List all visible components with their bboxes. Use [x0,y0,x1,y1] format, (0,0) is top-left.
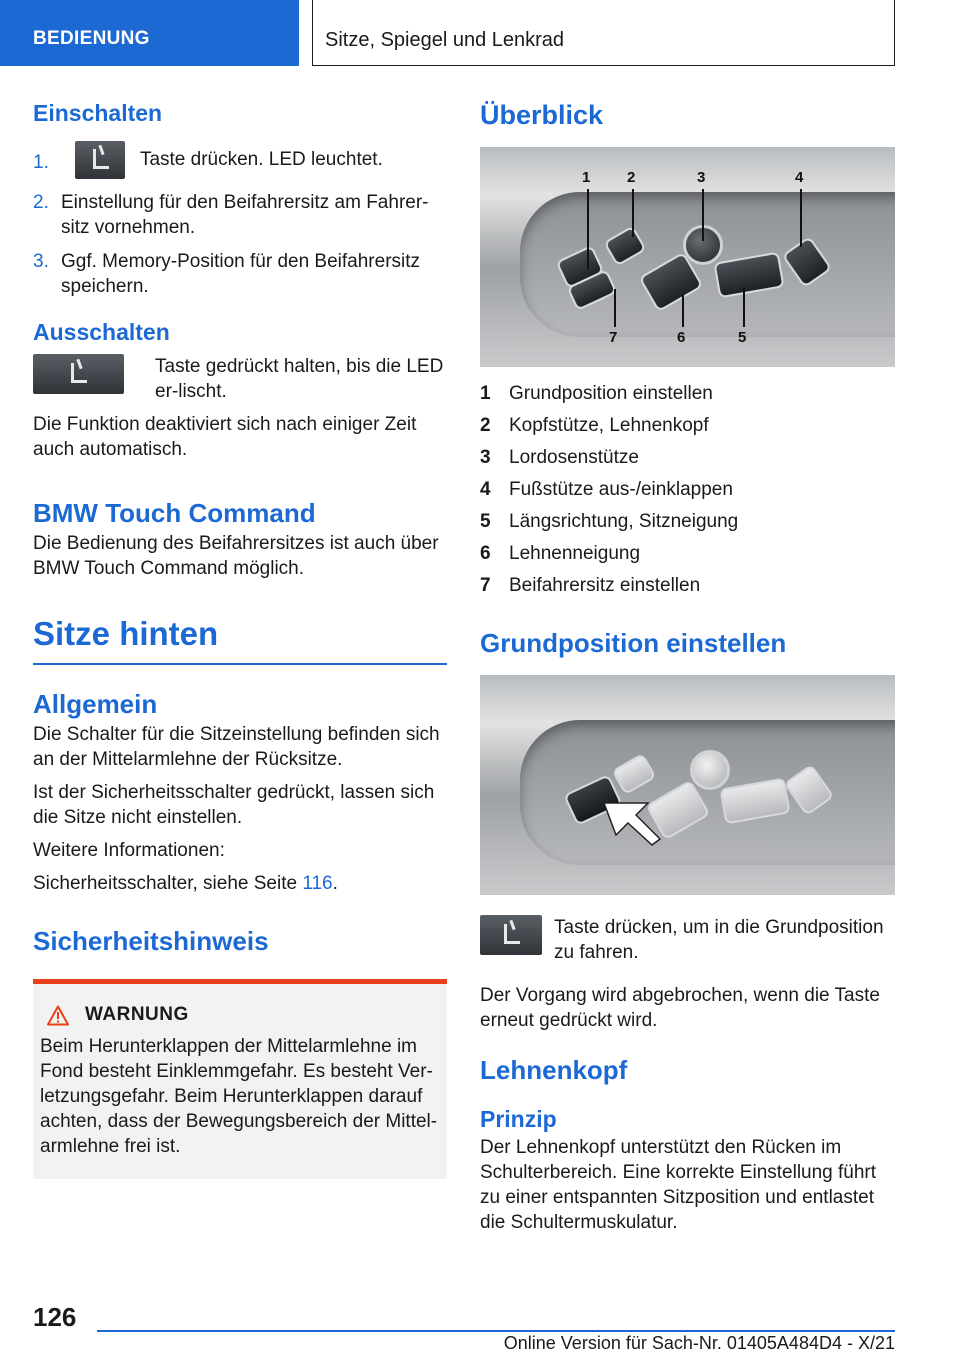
warning-text: Beim Herunterklappen der Mittelarmlehne im Fond besteht Einklemmgefahr. Es besteht Ver-letzungsgefahr. Beim Herunterklappen darauf achten, dass der Bewegungsbereich der Mittel-armlehne frei ist. [40,1036,438,1157]
allgemein-p4: Sicherheitsschalter, siehe Seite 116. [33,873,338,894]
step-text: Taste drücken. LED leuchtet. [139,149,383,171]
list-item: 4 Fußstütze aus-/einklappen [480,479,733,500]
allgemein-p1: Die Schalter für die Sitzeinstellung befinden sich an der Mittelarmlehne der Rücksitze. [33,724,440,770]
heading-grundposition: Grundposition einstellen [480,628,787,658]
touch-command-text: Die Bedienung des Beifahrersitzes ist auch über BMW Touch Command möglich. [33,533,439,579]
list-item: 3. Ggf. Memory-Position für den Beifahrersitz speichern. [33,251,421,297]
lumbar-knob [690,750,730,790]
step-text: Ggf. Memory-Position für den Beifahrersitz speichern. [61,251,421,297]
page-reference-link[interactable]: 116 [302,873,333,894]
warning-label: WARNUNG [85,1004,189,1025]
header-chapter [312,0,895,66]
list-item: 6 Lehnenneigung [480,543,641,564]
list-item: 1. Taste drücken. LED leuchtet. [33,141,447,181]
heading-allgemein: Allgemein [33,689,158,719]
overview-legend [480,381,895,598]
warning-triangle-icon [47,1005,69,1026]
footer-divider [97,1330,895,1332]
warning-header [40,1004,441,1026]
seat-memory-button-icon [75,141,125,179]
list-item: 2. Einstellung für den Beifahrersitz am Fahrer-sitz vornehmen. [33,192,429,238]
seat-basic-position-photo [480,675,895,895]
list-item: 5 Längsrichtung, Sitzneigung [480,511,739,532]
step-text: Einstellung für den Beifahrersitz am Fahrer-sitz vornehmen. [61,192,429,238]
list-item: 3 Lordosenstütze [480,447,639,468]
heading-ausschalten: Ausschalten [33,319,170,345]
allgemein-p3: Weitere Informationen: [33,840,225,861]
header-chapter-label: Sitze, Spiegel und Lenkrad [325,29,565,51]
list-item: 1 Grundposition einstellen [480,383,713,404]
ausschalten-text: Die Funktion deaktiviert sich nach einiger Zeit auch automatisch. [33,414,417,460]
ausschalten-instruction: Taste gedrückt halten, bis die LED er-lischt. [33,354,447,404]
list-item: 2 Kopfstütze, Lehnenkopf [480,415,709,436]
footer-online-version: Online Version für Sach-Nr. 01405A484D4 - X/21 [503,1333,895,1353]
heading-einschalten: Einschalten [33,100,163,126]
heading-touch-command: BMW Touch Command [33,498,316,528]
seat-basic-position-button-icon [480,915,542,955]
heading-sitze-hinten: Sitze hinten [33,615,219,652]
seat-memory-button-icon [33,354,124,394]
heading-prinzip: Prinzip [480,1106,557,1132]
header-section-tab [0,0,299,66]
page-number: 126 [33,1302,77,1332]
section-divider [33,663,447,665]
left-column [33,100,447,1179]
lehnenkopf-text: Der Lehnenkopf unterstützt den Rücken im Schulterbereich. Eine korrekte Einstellung führt zu einer entspannten Sitzposition und entlastet die Schultermuskulatur. [480,1137,877,1233]
allgemein-p2: Ist der Sicherheitsschalter gedrückt, lassen sich die Sitze nicht einstellen. [33,782,435,828]
heading-lehnenkopf: Lehnenkopf [480,1055,628,1085]
arrow-pointer-icon [598,795,664,847]
right-column [480,100,895,1235]
grundposition-instruction: Taste drücken, um in die Grundposition zu fahren. [480,915,895,965]
heading-ueberblick: Überblick [480,100,604,130]
header-section-label: BEDIENUNG [33,28,150,49]
list-item: 7 Beifahrersitz einstellen [480,575,701,596]
heading-sicherheitshinweis: Sicherheitshinweis [33,926,269,956]
einschalten-steps [33,141,447,299]
warning-box [33,979,447,1179]
grundposition-text: Der Vorgang wird abgebrochen, wenn die Taste erneut gedrückt wird. [480,985,880,1031]
seat-controls-overview-photo: 1 2 3 4 7 6 5 [480,147,895,367]
